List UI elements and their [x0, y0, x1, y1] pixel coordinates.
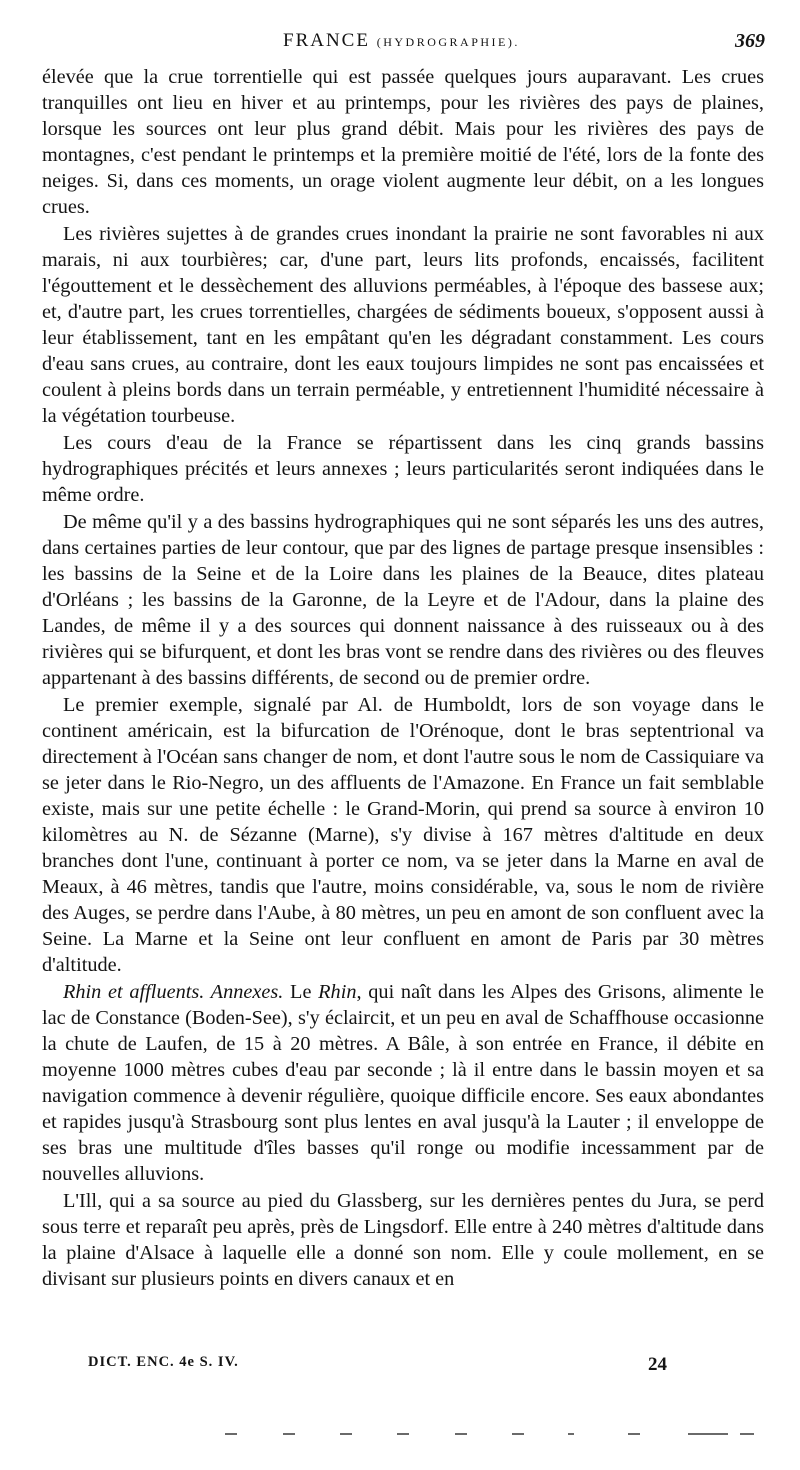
- paragraph-6-text-b: , qui naît dans les Alpes des Grisons, alimente le lac de Constance (Boden-See), s'y éclaircit, et un peu en aval de Schaffhouse occasionne la chute de Laufen, de 15 à 20 mètres. A Bâle, à son entrée en France, il débite en moyenne 1000 mètres cubes d'eau par seconde ; là il entre dans le bassin moyen et sa navigation commence à devenir régulière, quoique difficile encore. Ses eaux abondantes et rapides jusqu'à Strasbourg sont plus lentes en aval jusqu'à la Lauter ; il enveloppe de ses bras une multitude d'îles basses qu'il ronge ou modifie incessamment par de nouvelles alluvions.: [42, 981, 764, 1185]
- rule-mark: [568, 1433, 574, 1435]
- header-title: [283, 30, 520, 52]
- signature-mark: DICT. ENC. 4e S. IV.: [88, 1354, 239, 1370]
- running-header: [0, 30, 800, 58]
- rule-mark: [397, 1433, 409, 1435]
- rule-mark: [283, 1433, 295, 1435]
- paragraph-1: élevée que la crue torrentielle qui est passée quelques jours auparavant. Les crues tranquilles ont lieu en hiver et au printemps, pour les rivières des pays de plaines, lorsque les sources ont leur plus grand débit. Mais pour les rivières des pays de montagnes, c'est pendant le printemps et la première moitié de l'été, lors de la fonte des neiges. Si, dans ces moments, un orage violent augmente leur débit, on a les longues crues.: [42, 66, 764, 218]
- rule-mark: [512, 1433, 524, 1435]
- page-number: 369: [735, 30, 765, 52]
- paragraph-6: [42, 979, 764, 1187]
- sheet-number: 24: [648, 1354, 667, 1375]
- bottom-rule-marks: [0, 1431, 800, 1437]
- paragraph-5: Le premier exemple, signalé par Al. de Humboldt, lors de son voyage dans le continent américain, est la bifurcation de l'Orénoque, dont le bras septentrional va directement à l'Océan sans changer de nom, et dont l'autre sous le nom de Cassiquiare va se jeter dans le Rio-Negro, un des affluents de l'Amazone. En France un fait semblable existe, mais sur une petite échelle : le Grand-Morin, qui prend sa source à environ 10 kilomètres au N. de Sézanne (Marne), s'y divise à 167 mètres d'altitude en deux branches dont l'une, continuant à porter ce nom, va se jeter dans la Marne en aval de Meaux, à 46 mètres, tandis que l'autre, moins considérable, va, sous le nom de rivière des Auges, se perdre dans l'Aube, à 80 mètres, un peu en amont de son confluent avec la Seine. La Marne et la Seine ont leur confluent en amont de Paris par 30 mètres d'altitude.: [42, 694, 764, 976]
- rule-mark: [340, 1433, 352, 1435]
- rule-mark: [688, 1433, 728, 1435]
- page-footer: [0, 1354, 800, 1384]
- rule-mark: [628, 1433, 640, 1435]
- paragraph-7: L'Ill, qui a sa source au pied du Glassberg, sur les dernières pentes du Jura, se perd sous terre et reparaît peu après, près de Lingsdorf. Elle entre à 240 mètres d'altitude dans la plaine d'Alsace à laquelle elle a donné son nom. Elle y coule mollement, en se divisant sur plusieurs points en divers canaux et en: [42, 1190, 764, 1290]
- term-rhin: Rhin: [318, 981, 357, 1003]
- paragraph-3: Les cours d'eau de la France se répartissent dans les cinq grands bassins hydrographiques précités et leurs annexes ; leurs particularités seront indiquées dans le même ordre.: [42, 432, 764, 506]
- section-heading-rhin: Rhin et affluents. Annexes.: [63, 981, 284, 1003]
- paragraph-4: De même qu'il y a des bassins hydrographiques qui ne sont séparés les uns des autres, dans certaines parties de leur contour, que par des lignes de partage presque insensibles : les bassins de la Seine et de la Loire dans les plaines de la Beauce, dites plateau d'Orléans ; les bassins de la Garonne, de la Leyre et de l'Adour, dans la plaine des Landes, de même il y a des sources qui donnent naissance à des ruisseaux ou à des rivières qui se bifurquent, et dont les bras vont se rendre dans des rivières ou des fleuves appartenant à des bassins différents, de second ou de premier ordre.: [42, 511, 764, 689]
- rule-mark: [455, 1433, 467, 1435]
- header-title-main: FRANCE: [283, 30, 370, 51]
- paragraph-6-text-a: Le: [283, 981, 319, 1003]
- body-text: [42, 64, 764, 1293]
- header-title-sub: (HYDROGRAPHIE).: [376, 35, 520, 49]
- rule-mark: [225, 1433, 237, 1435]
- rule-mark: [740, 1433, 754, 1435]
- paragraph-2: Les rivières sujettes à de grandes crues inondant la prairie ne sont favorables ni aux marais, ni aux tourbières; car, d'une part, leurs lits profonds, encaissés, facilitent l'égouttement et le dessèchement des alluvions perméables, à l'époque des bassese aux; et, d'autre part, les crues torrentielles, chargées de sédiments boueux, s'opposent aussi à leur établissement, tant en les empâtant qu'en les dégradant constamment. Les cours d'eau sans crues, au contraire, dont les eaux toujours limpides ne sont pas encaissées et coulent à pleins bords dans un terrain perméable, y entretiennent l'humidité nécessaire à la végétation tourbeuse.: [42, 223, 764, 427]
